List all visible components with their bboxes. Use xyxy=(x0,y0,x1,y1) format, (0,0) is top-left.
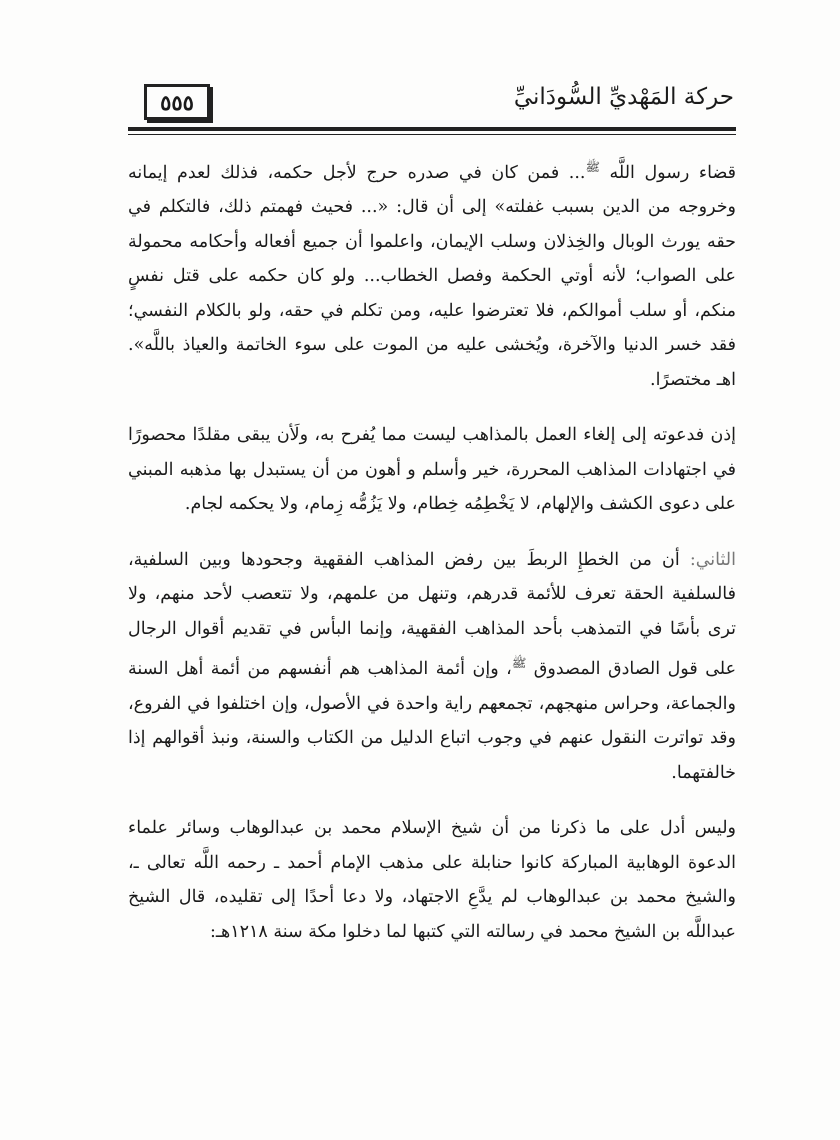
paragraph-conclusion: إذن فدعوته إلى إلغاء العمل بالمذاهب ليست مما يُفرح به، ولَأن يبقى مقلدًا محصورًا في اجتهادات المذاهب المحررة، خير وأسلم و أهون من أن يستبدل بها مذهبه المبني على دعوى الكشف والإلهام، لا يَخْطِمُه خِطام، ولا يَزُمُّه زِمام، ولا يحكمه لجام. xyxy=(128,425,736,515)
honorific-glyph: ﷺ xyxy=(511,656,527,671)
body-text xyxy=(128,150,736,949)
page-header xyxy=(128,78,736,128)
point-keyword: الثاني: xyxy=(689,549,736,570)
paragraph-second-point: الثاني: أن من الخطإِ الربطَ بين رفض المذاهب الفقهية وجحودها وبين السلفية، فالسلفية الحقة تعرف للأئمة قدرهم، وتنهل من علمهم، ولا تتعصب لأحد منهم، ولا ترى بأسًا في التمذهب بأحد المذاهب الفقهية، وإنما البأس في تقديم أقوال الرجال على قول الصادق المصدوق $^ﷺ$، وإن أئمة المذاهب هم أنفسهم من أئمة أهل السنة والجماعة، وحراس منهجهم، تجمعهم راية واحدة في الأصول، وإن اختلفوا في الفروع، وقد تواترت النقول عنهم في وجوب اتباع الدليل من الكتاب والسنة، ونبذ أقوالهم إذا خالفتهما. xyxy=(128,549,737,783)
page-number-box xyxy=(144,84,210,120)
paragraph-quote-continuation: قضاء رسول اللَّه $^ﷺ$... فمن كان في صدره حرج لأجل حكمه، فذلك لعدم إيمانه وخروجه من الدين بسبب غفلته» إلى أن قال: «... فحيث فهمتم ذلك، فالتكلم في حقه يورث الوبال والخِذلان وسلب الإيمان، واعلموا أن جميع أفعاله وأحكامه محمولة على الصواب؛ لأنه أوتي الحكمة وفصل الخطاب... ولو كان حكمه على قتل نفسٍ منكم، أو سلب أموالكم، فلا تعترضوا عليه، ومن تكلم في حقه، ولو بالكلام النفسي؛ فقد خسر الدنيا والآخرة، ويُخشى عليه من الموت على سوء الخاتمة والعياذ باللَّه». اهـ مختصرًا. xyxy=(128,160,736,390)
running-title: حركة المَهْديِّ السُّودَانيِّ xyxy=(513,84,734,110)
honorific-glyph: ﷺ xyxy=(585,160,600,174)
header-rule-thin xyxy=(128,134,736,135)
header-rule-thick xyxy=(128,127,736,131)
page-number: ٥٥٥ xyxy=(160,89,194,115)
paragraph-evidence: وليس أدل على ما ذكرنا من أن شيخ الإسلام محمد بن عبدالوهاب وسائر علماء الدعوة الوهابية المباركة كانوا حنابلة على مذهب الإمام أحمد ـ رحمه اللَّه تعالى ـ، والشيخ محمد بن عبدالوهاب لم يدَّعِ الاجتهاد، ولا دعا أحدًا إلى تقليده، قال الشيخ عبداللَّه بن الشيخ محمد في رسالته التي كتبها لما دخلوا مكة سنة ١٢١٨هـ: xyxy=(128,818,736,942)
